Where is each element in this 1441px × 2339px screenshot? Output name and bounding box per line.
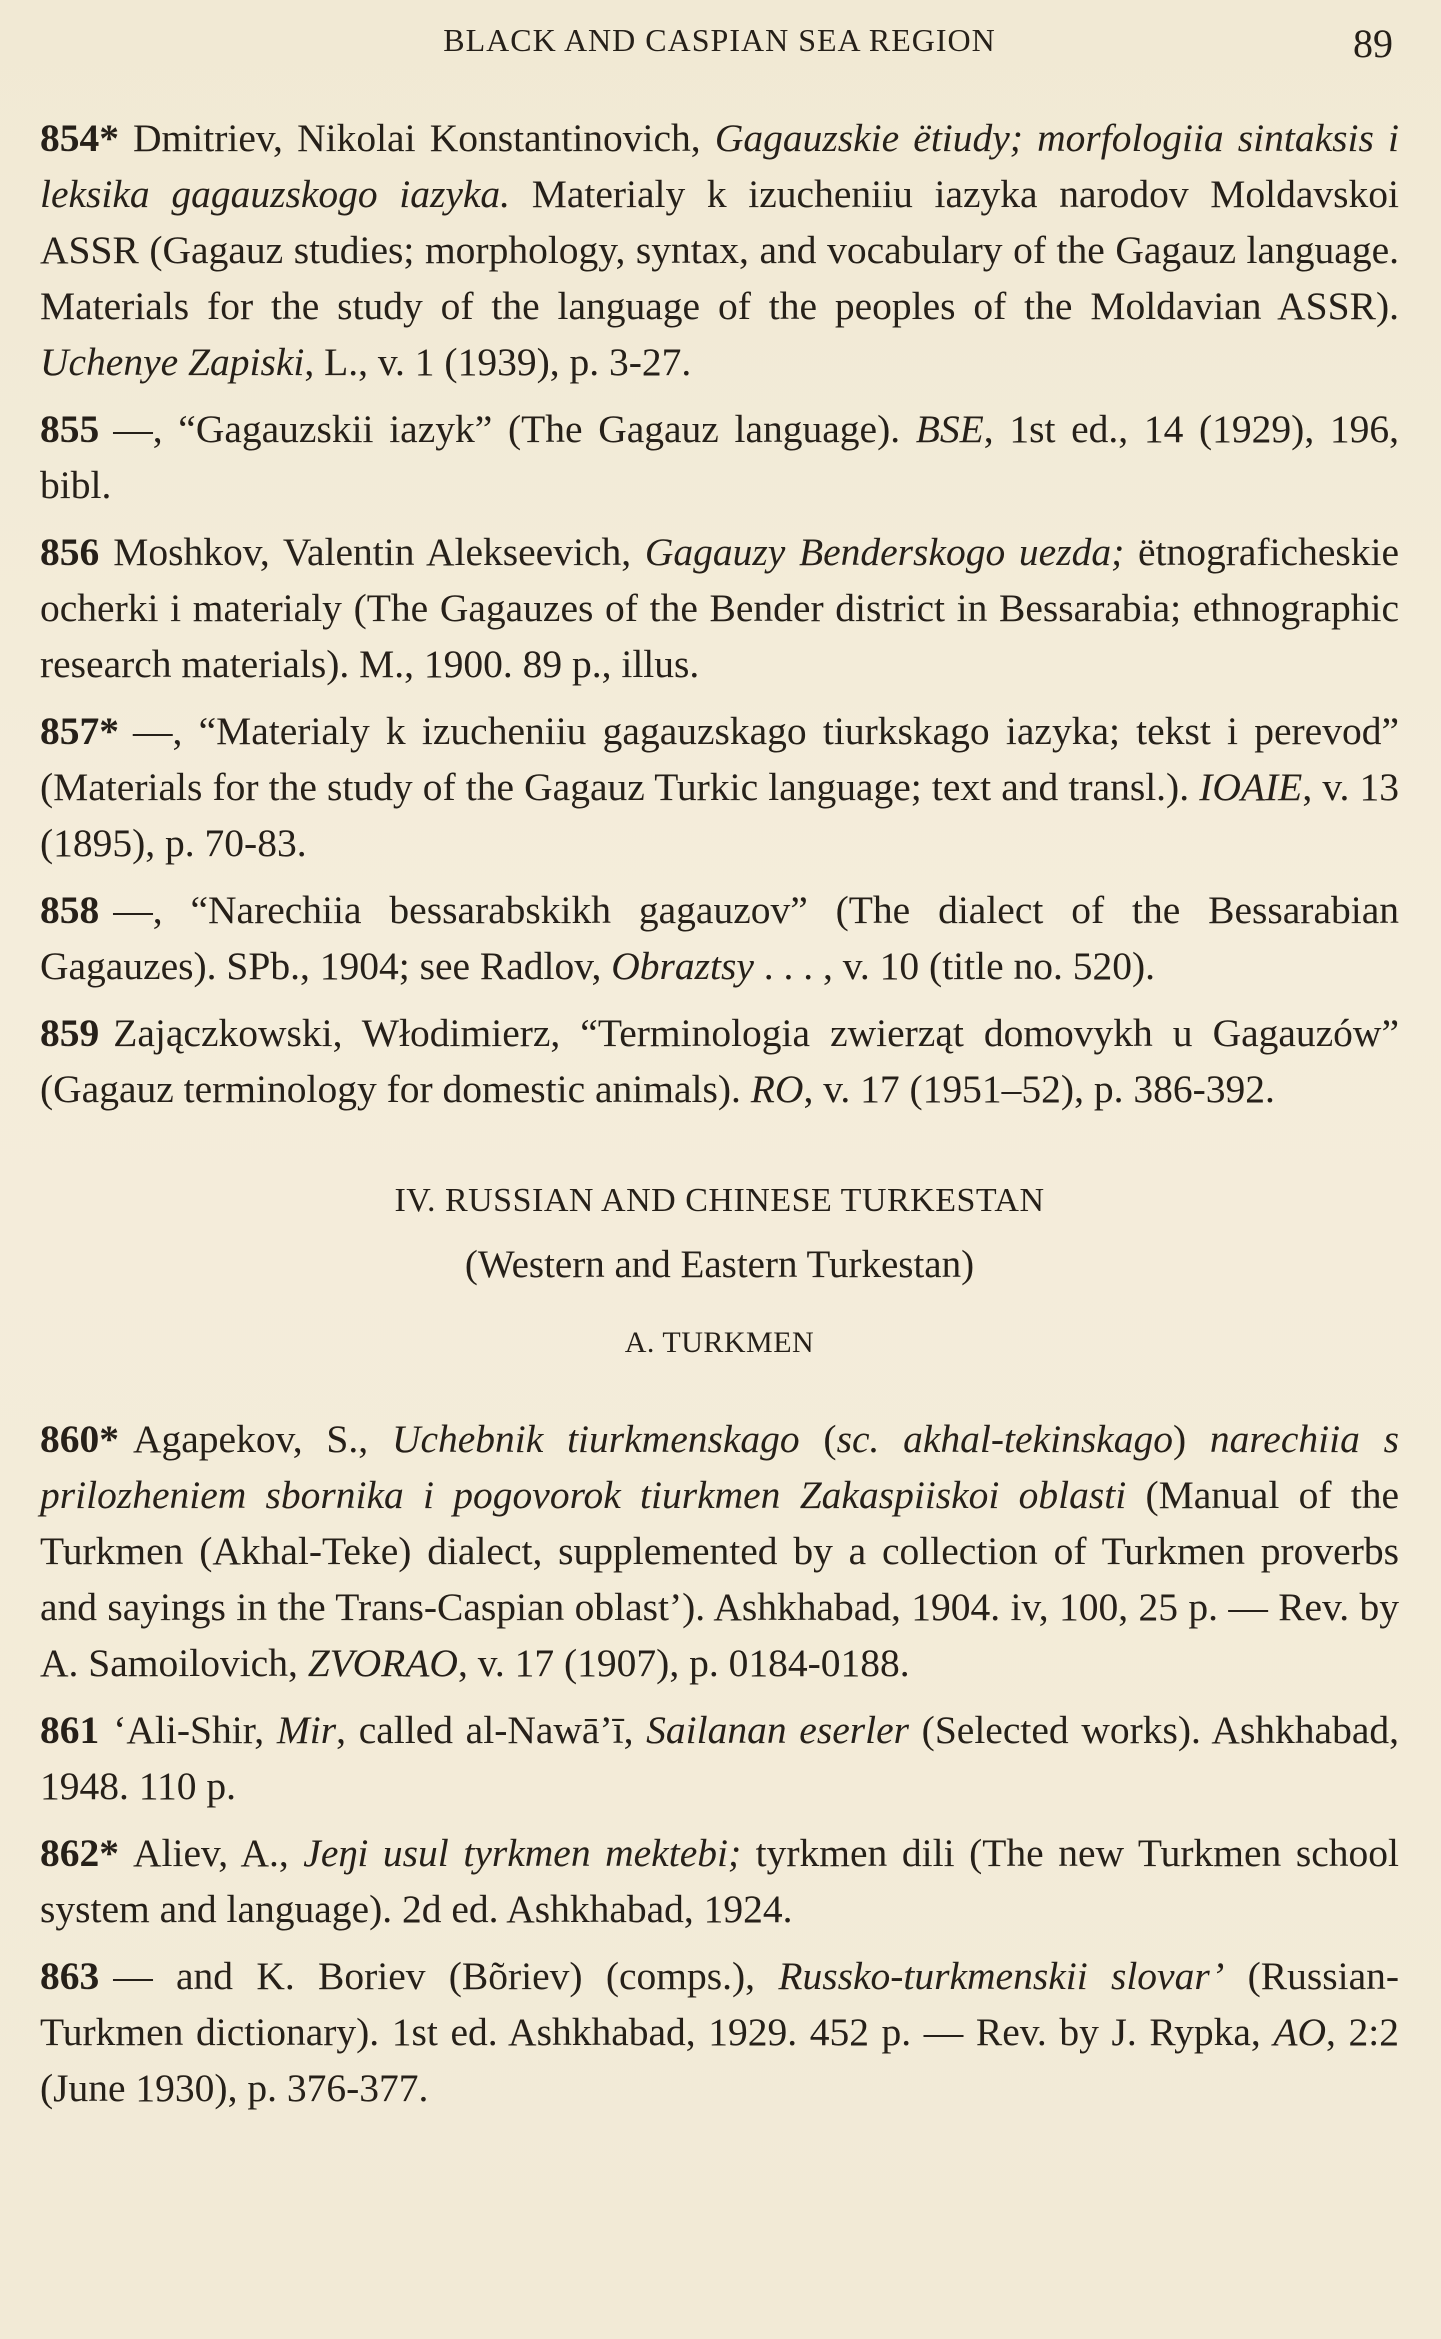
entry-number: 862*: [40, 1831, 119, 1875]
entries-top: [40, 110, 1399, 1117]
entry-text: . . . , v. 10 (title no. 520).: [753, 944, 1156, 988]
entry-title-italic: AO: [1273, 2010, 1327, 2054]
bibliography-entry: [40, 1948, 1399, 2116]
entry-text: , v. 13 (1895), p. 70-83.: [40, 765, 1400, 865]
entry-title-italic: Gagauzy Benderskogo uezda;: [644, 530, 1125, 574]
entry-title-italic: narechiia s prilozheniem sbornika i pogovorok tiurkmen Zakaspiiskoi oblasti: [40, 1417, 1399, 1517]
entry-title-italic: Gagauzskie ëtiudy; morfologiia sintaksis i leksika gagauzskogo iazyka.: [40, 116, 1399, 216]
running-title: BLACK AND CASPIAN SEA REGION: [443, 22, 996, 58]
entry-title-italic: Russko-turkmenskii slovar’: [778, 1954, 1225, 1998]
entry-title-italic: Uchebnik tiurkmenskago: [391, 1417, 800, 1461]
running-head: [40, 14, 1399, 84]
entry-text: , v. 17 (1907), p. 0184-0188.: [457, 1641, 910, 1685]
bibliography-entry: [40, 1411, 1399, 1691]
entry-title-italic: sc. akhal-tekinskago: [836, 1417, 1173, 1461]
entry-title-italic: Jeŋi usul tyrkmen mektebi;: [303, 1831, 742, 1875]
entry-text: Zajączkowski, Włodimierz, “Terminologia zwierząt domovykh u Gagauzów” (Gagauz terminology for domestic animals).: [40, 1011, 1399, 1111]
section-subheading: (Western and Eastern Turkestan): [464, 1243, 975, 1286]
entry-title-italic: ZVORAO: [307, 1641, 458, 1685]
entries-bottom: [40, 1411, 1399, 2116]
entry-text: , 1st ed., 14 (1929), 196, bibl.: [40, 407, 1399, 507]
entry-number: 859: [40, 1011, 100, 1055]
bibliography-entry: [40, 401, 1399, 513]
entry-text: ): [1172, 1417, 1210, 1461]
entry-number: 855: [40, 407, 100, 451]
entry-text: , v. 17 (1951–52), p. 386-392.: [803, 1067, 1275, 1111]
subsection-heading: A. TURKMEN: [624, 1326, 815, 1359]
entry-text: ëtnograficheskie ocherki i materialy (The Gagauzes of the Bender district in Bessarabia; ethnographic research materials). M., 1900. 89 p., illus.: [40, 530, 1399, 686]
entry-title-italic: Sailanan eserler: [646, 1708, 909, 1752]
entry-text: —, “Materialy k izucheniiu gagauzskago tiurkskago iazyka; tekst i perevod” (Materials for the study of the Gagauz Turkic language; text and transl.).: [40, 709, 1399, 809]
bibliography-entry: [40, 1825, 1399, 1937]
bibliography-entry: [40, 110, 1399, 390]
bibliography-entry: [40, 1005, 1399, 1117]
entry-number: 860*: [40, 1417, 119, 1461]
entry-text: —, “Gagauzskii iazyk” (The Gagauz language).: [113, 407, 916, 451]
entry-title-italic: BSE: [915, 407, 984, 451]
section-heading: IV. RUSSIAN AND CHINESE TURKESTAN: [394, 1182, 1045, 1219]
entry-title-italic: Obraztsy: [611, 944, 754, 988]
entry-title-italic: Uchenye Zapiski: [40, 340, 305, 384]
entry-title-italic: Mir: [276, 1708, 337, 1752]
bibliography-entry: [40, 524, 1399, 692]
entry-text: (: [799, 1417, 837, 1461]
entry-title-italic: IOAIE: [1199, 765, 1303, 809]
entry-text: (Selected works). Ashkhabad, 1948. 110 p.: [40, 1708, 1399, 1808]
entry-text: Agapekov, S.,: [133, 1417, 392, 1461]
entry-number: 854*: [40, 116, 119, 160]
bibliography-entry: [40, 1702, 1399, 1814]
entry-text: Materialy k izucheniiu iazyka narodov Moldavskoi ASSR (Gagauz studies; morphology, syntax, and vocabulary of the Gagauz language. Materials for the study of the language of the peoples of the Moldavian ASSR).: [40, 172, 1400, 328]
entry-number: 856: [40, 530, 100, 574]
entry-text: (Russian-Turkmen dictionary). 1st ed. Ashkhabad, 1929. 452 p. — Rev. by J. Rypka,: [40, 1954, 1400, 2054]
entry-number: 858: [40, 888, 100, 932]
entry-text: Dmitriev, Nikolai Konstantinovich,: [133, 116, 715, 160]
entry-text: , L., v. 1 (1939), p. 3-27.: [304, 340, 692, 384]
entry-text: , 2:2 (June 1930), p. 376-377.: [40, 2010, 1399, 2110]
entry-number: 861: [40, 1708, 100, 1752]
entry-number: 863: [40, 1954, 100, 1998]
entry-text: — and K. Boriev (Bõriev) (comps.),: [113, 1954, 779, 1998]
entry-text: ‘Ali-Shir,: [113, 1708, 277, 1752]
entry-text: , called al-Nawā’ī,: [336, 1708, 647, 1752]
bibliography-entry: [40, 882, 1399, 994]
entry-text: (Manual of the Turkmen (Akhal-Teke) dialect, supplemented by a collection of Turkmen proverbs and sayings in the Trans-Caspian oblast’). Ashkhabad, 1904. iv, 100, 25 p. — Rev. by A. Samoilovich,: [40, 1473, 1399, 1685]
bibliography-entry: [40, 703, 1399, 871]
entry-text: —, “Narechiia bessarabskikh gagauzov” (The dialect of the Bessarabian Gagauzes). SPb., 1904; see Radlov,: [40, 888, 1399, 988]
entry-text: Moshkov, Valentin Alekseevich,: [113, 530, 645, 574]
entry-text: Aliev, A.,: [133, 1831, 304, 1875]
entry-number: 857*: [40, 709, 119, 753]
entry-title-italic: RO: [750, 1067, 804, 1111]
page-number: 89: [1353, 21, 1393, 66]
entry-text: tyrkmen dili (The new Turkmen school system and language). 2d ed. Ashkhabad, 1924.: [40, 1831, 1399, 1931]
